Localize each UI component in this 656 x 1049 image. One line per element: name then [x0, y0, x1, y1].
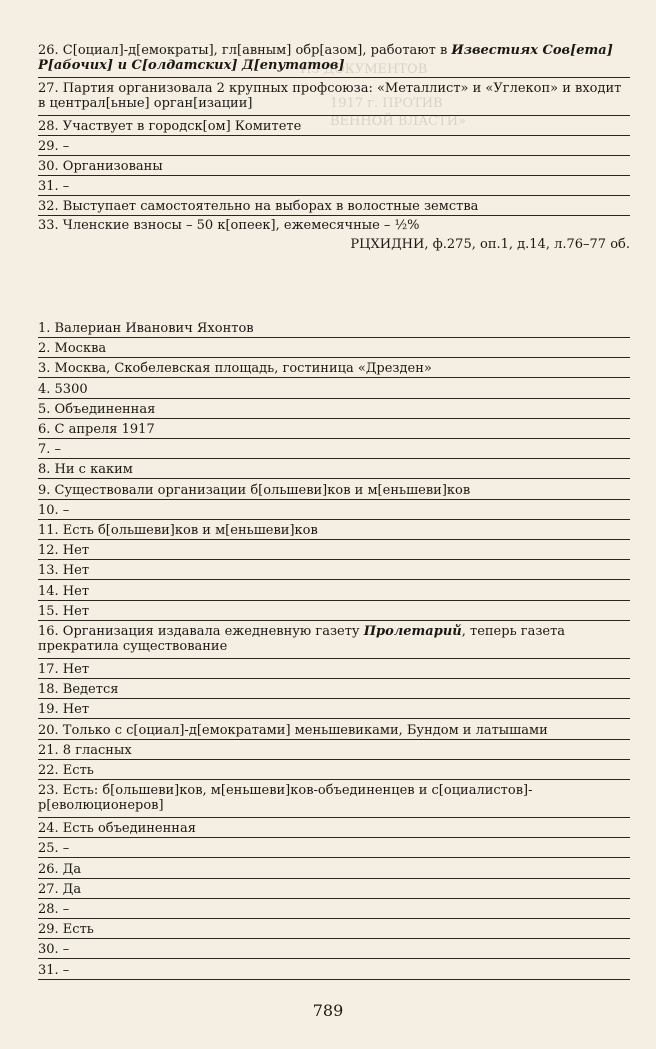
answer-row: [38, 502, 630, 520]
answer-text: 24. Есть объединенная: [38, 821, 196, 836]
answer-row: [38, 178, 630, 196]
answer-text: 31. –: [38, 179, 70, 194]
answer-text: 30. –: [38, 942, 70, 957]
answer-text: 11. Есть б[ольшеви]ков и м[еньшеви]ков: [38, 523, 318, 538]
answer-text: 9. Существовали организации б[ольшеви]ков и м[еньшеви]ков: [38, 483, 471, 498]
answer-row: [38, 360, 630, 378]
answer-text: 8. Ни с каким: [38, 462, 133, 477]
answer-text: 29. –: [38, 139, 70, 154]
answer-text: 12. Нет: [38, 543, 90, 558]
answer-text: 10. –: [38, 503, 70, 518]
answer-row: [38, 861, 630, 879]
answer-row: [38, 782, 630, 818]
answer-text: 14. Нет: [38, 584, 90, 599]
answer-text: 3. Москва, Скобелевская площадь, гостиница «Дрезден»: [38, 361, 432, 376]
answer-text: 26. Да: [38, 862, 82, 877]
answer-row: [38, 661, 630, 679]
answer-row: [38, 901, 630, 919]
answer-row: [38, 158, 630, 176]
answer-row: [38, 421, 630, 439]
answer-text: 23. Есть: б[ольшеви]ков, м[еньшеви]ков-объединенцев и с[оциалистов]-р[еволюционеров]: [38, 783, 533, 813]
answer-row: [38, 340, 630, 358]
answer-row: [38, 603, 630, 621]
answer-row: [38, 623, 630, 659]
answer-row: [38, 218, 630, 236]
answer-text: 20. Только с с[оциал]-д[емократами] меньшевиками, Бундом и латышами: [38, 723, 548, 738]
answer-row: [38, 742, 630, 760]
answer-row: [38, 118, 630, 136]
answer-text: 19. Нет: [38, 702, 90, 717]
bleed-through-heading-3: ВЕННОЙ ВЛАСТИ»: [330, 114, 466, 129]
bleed-through-heading-2: 1917 г. ПРОТИВ: [330, 96, 443, 111]
answer-text: 29. Есть: [38, 922, 94, 937]
answer-row: [38, 461, 630, 479]
answer-row: [38, 542, 630, 560]
answer-row: [38, 921, 630, 939]
answer-row: [38, 562, 630, 580]
answer-text: 6. С апреля 1917: [38, 422, 155, 437]
answer-text: 17. Нет: [38, 662, 90, 677]
answer-text: 4. 5300: [38, 382, 88, 397]
answer-text: 27. Да: [38, 882, 82, 897]
answer-text: 16. Организация издавала ежедневную газету: [38, 624, 364, 639]
answer-row: [38, 820, 630, 838]
answer-text: 7. –: [38, 442, 62, 457]
answer-text: 5. Объединенная: [38, 402, 156, 417]
answer-row: [38, 701, 630, 719]
answer-row: [38, 583, 630, 601]
bleed-through-heading-1: ИЗ ДОКУМЕНТОВ: [300, 62, 428, 77]
answer-text: 15. Нет: [38, 604, 90, 619]
answer-row: [38, 198, 630, 216]
answer-text: 22. Есть: [38, 763, 94, 778]
answer-text: 33. Членские взносы – 50 к[опеек], ежемесячные – ½%: [38, 218, 420, 233]
answer-row: [38, 401, 630, 419]
answer-text: 30. Организованы: [38, 159, 163, 174]
answer-emphasis: Известиях Сов[ета] Р[абочих] и С[олдатских] Д[епутатов]: [38, 43, 613, 73]
answer-row: [38, 441, 630, 459]
answer-text: 28. –: [38, 902, 70, 917]
answer-text: 26. С[оциал]-д[емократы], гл[авным] обр[азом], работают в: [38, 43, 452, 58]
answer-row: [38, 840, 630, 858]
answer-text: 18. Ведется: [38, 682, 119, 697]
answer-text: 31. –: [38, 963, 70, 978]
answer-text: 25. –: [38, 841, 70, 856]
answer-text: 13. Нет: [38, 563, 90, 578]
page-number: 789: [312, 1001, 344, 1020]
answer-text: 27. Партия организовала 2 крупных профсоюза: «Металлист» и «Углекоп» и входит в централ[ьные] орган[изации]: [38, 81, 622, 111]
answer-row: [38, 522, 630, 540]
answer-text-tail: , теперь газета прекратила существование: [38, 624, 566, 654]
answer-row: [38, 722, 630, 740]
answer-text: 21. 8 гласных: [38, 743, 132, 758]
answer-row: [38, 80, 630, 116]
answer-text: 32. Выступает самостоятельно на выборах в волостные земства: [38, 199, 479, 214]
answer-row: [38, 320, 630, 338]
answer-row: [38, 941, 630, 959]
answer-row: [38, 962, 630, 980]
archival-source-reference: РЦХИДНИ, ф.275, оп.1, д.14, л.76–77 об.: [350, 237, 630, 252]
answer-row: [38, 681, 630, 699]
answer-row: [38, 762, 630, 780]
answer-row: [38, 138, 630, 156]
answer-emphasis: Пролетарий: [363, 624, 462, 639]
answer-row: [38, 42, 630, 78]
answer-row: [38, 482, 630, 500]
answer-row: [38, 881, 630, 899]
answer-text: 1. Валериан Иванович Яхонтов: [38, 321, 254, 336]
answer-text: 28. Участвует в городск[ом] Комитете: [38, 119, 302, 134]
answer-text: 2. Москва: [38, 341, 107, 356]
answer-row: [38, 381, 630, 399]
